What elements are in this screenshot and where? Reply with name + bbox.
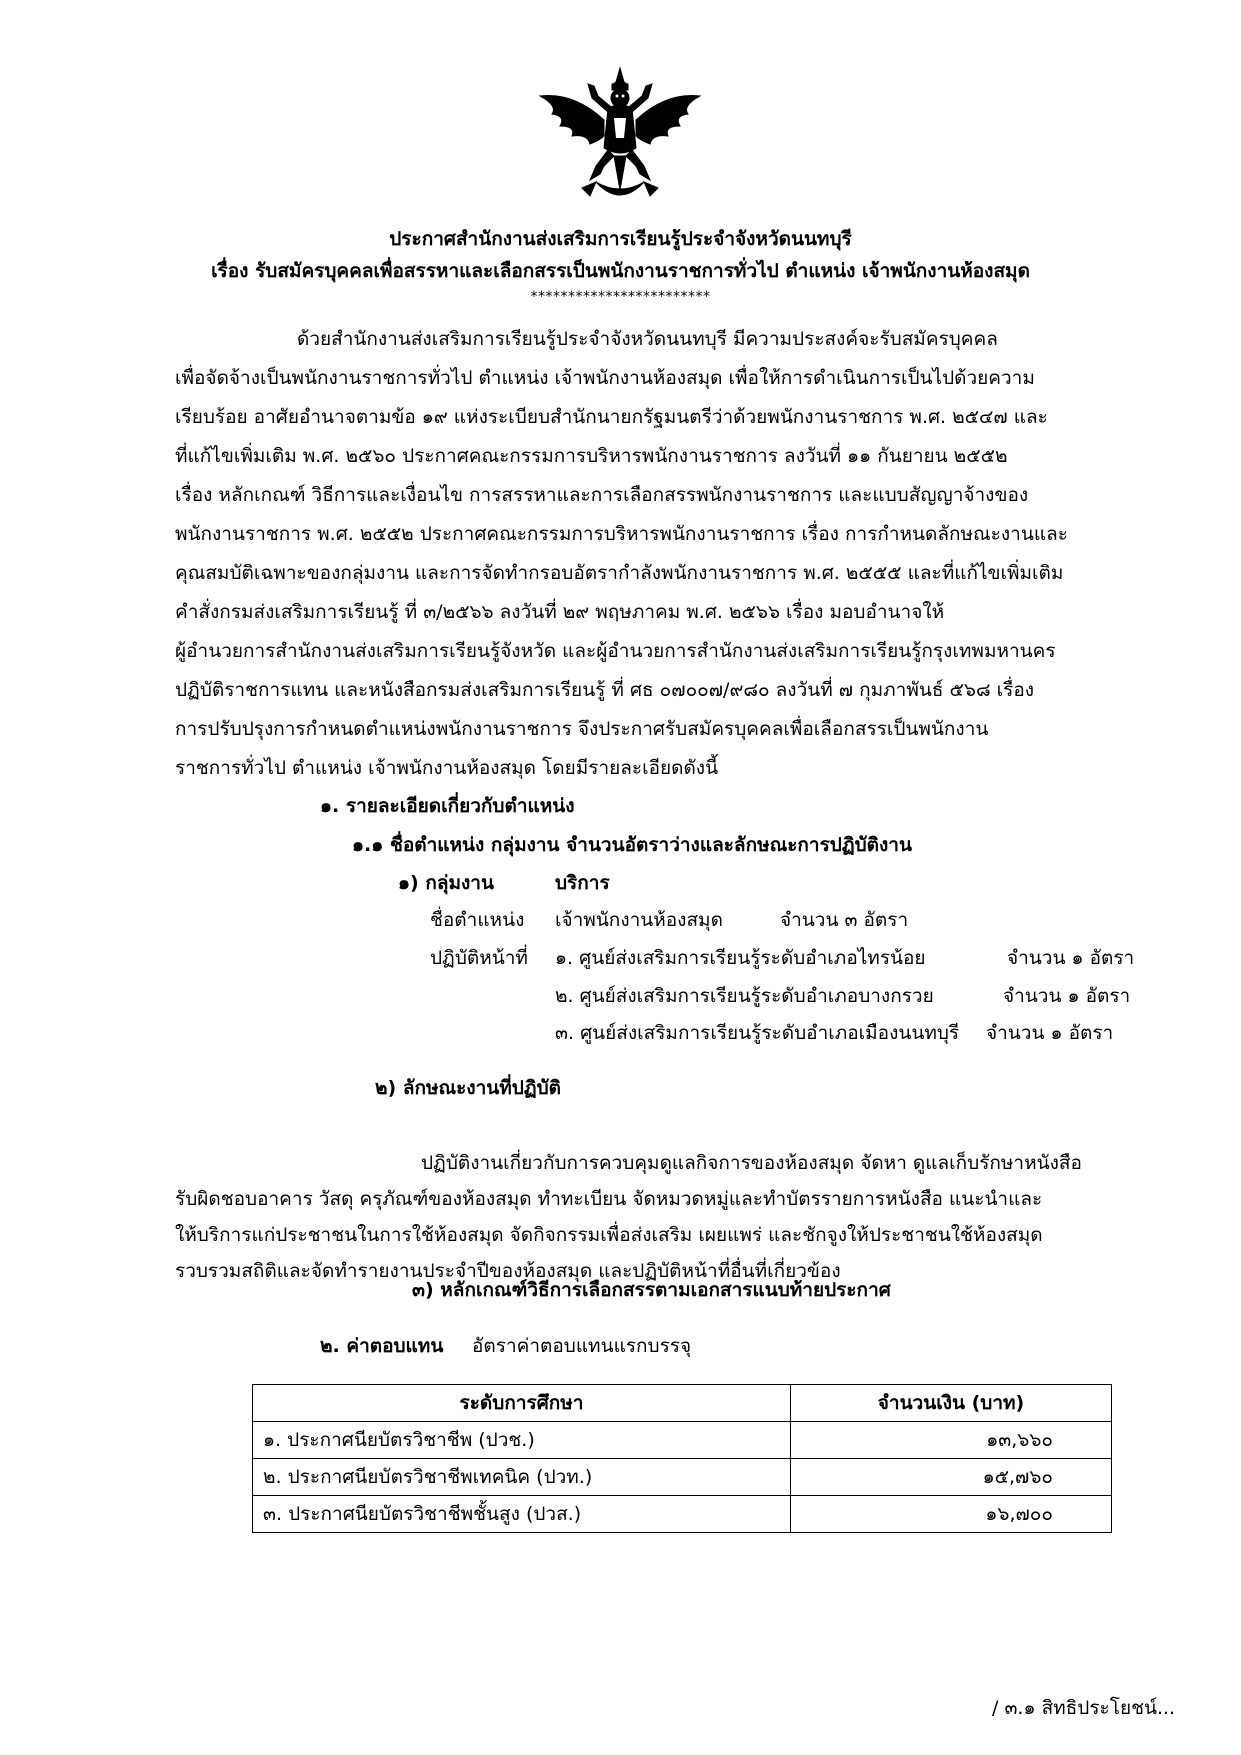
table-row (253, 1496, 1112, 1533)
intro-line: เพื่อจัดจ้างเป็นพนักงานราชการทั่วไป ตำแหน่ง เจ้าพนักงานห้องสมุด เพื่อให้การดำเนินการเป็นไปด้วยความ (175, 367, 1035, 389)
group-value: บริการ (555, 872, 610, 894)
intro-line: ปฏิบัติราชการแทน และหนังสือกรมส่งเสริมการเรียนรู้ ที่ ศธ ๐๗๐๐๗/๙๘๐ ลงวันที่ ๗ กุมภาพันธ์ ๕๖๘ เรื่อง (175, 679, 1035, 701)
group-label: ๑) กลุ่มงาน (398, 872, 494, 894)
section1-heading: ๑. รายละเอียดเกี่ยวกับตำแหน่ง (320, 795, 575, 817)
intro-line: เรียบร้อย อาศัยอำนาจตามข้อ ๑๙ แห่งระเบียบสำนักนายกรัฐมนตรีว่าด้วยพนักงานราชการ พ.ศ. ๒๕๔๗ และ (175, 406, 1048, 428)
work-line: รวบรวมสถิติและจัดทำรายงานประจำปีของห้องสมุด และปฏิบัติหน้าที่อื่นที่เกี่ยวข้อง (175, 1260, 841, 1282)
amount-cell: ๑๖,๗๐๐ (791, 1496, 1112, 1533)
criteria-heading: ๓) หลักเกณฑ์วิธีการเลือกสรรตามเอกสารแนบท้ายประกาศ (412, 1279, 891, 1301)
intro-paragraph (175, 320, 1120, 788)
work-line: ให้บริการแก่ประชาชนในการใช้ห้องสมุด จัดกิจกรรมเพื่อส่งเสริม เผยแพร่ และชักจูงให้ประชาชนใช้ห้องสมุด (175, 1224, 1043, 1246)
work-paragraph (175, 1145, 1165, 1289)
work-line: รับผิดชอบอาคาร วัสดุ ครุภัณฑ์ของห้องสมุด ทำทะเบียน จัดหมวดหมู่และทำบัตรรายการหนังสือ แนะนำและ (175, 1188, 1043, 1210)
amount-cell: ๑๓,๖๖๐ (791, 1422, 1112, 1459)
intro-line: คุณสมบัติเฉพาะของกลุ่มงาน และการจัดทำกรอบอัตรากำลังพนักงานราชการ พ.ศ. ๒๕๕๕ และที่แก้ไขเพิ่มเติม (175, 562, 1064, 584)
duty-place: ๒. ศูนย์ส่งเสริมการเรียนรู้ระดับอำเภอบางกรวย (555, 985, 934, 1007)
position-value: เจ้าพนักงานห้องสมุด (555, 909, 723, 931)
work-heading: ๒) ลักษณะงานที่ปฏิบัติ (375, 1077, 562, 1099)
table-row (253, 1459, 1112, 1496)
duty-place: ๑. ศูนย์ส่งเสริมการเรียนรู้ระดับอำเภอไทรน้อย (555, 947, 926, 969)
intro-line: พนักงานราชการ พ.ศ. ๒๕๕๒ ประกาศคณะกรรมการบริหารพนักงานราชการ เรื่อง การกำหนดลักษณะงานและ (175, 523, 1068, 545)
compensation-table (252, 1384, 1112, 1533)
duty-count: จำนวน ๑ อัตรา (1003, 985, 1131, 1007)
intro-line: ผู้อำนวยการสำนักงานส่งเสริมการเรียนรู้จังหวัด และผู้อำนวยการสำนักงานส่งเสริมการเรียนรู้กรุงเทพมหานคร (175, 640, 1056, 662)
position-count: จำนวน ๓ อัตรา (780, 909, 909, 931)
duty-count: จำนวน ๑ อัตรา (1007, 947, 1135, 969)
duty-label: ปฏิบัติหน้าที่ (430, 947, 528, 969)
level-cell: ๑. ประกาศนียบัตรวิชาชีพ (ปวช.) (253, 1422, 791, 1459)
position-label: ชื่อตำแหน่ง (430, 909, 525, 931)
section2-heading: ๒. ค่าตอบแทน (320, 1335, 444, 1357)
section1-1-heading: ๑.๑ ชื่อตำแหน่ง กลุ่มงาน จำนวนอัตราว่างและลักษณะการปฏิบัติงาน (352, 834, 912, 856)
work-line: ปฏิบัติงานเกี่ยวกับการควบคุมดูแลกิจการของห้องสมุด จัดหา ดูแลเก็บรักษาหนังสือ (421, 1152, 1082, 1174)
separator-line: ************************ (530, 289, 711, 305)
table-header-row (253, 1385, 1112, 1422)
level-cell: ๓. ประกาศนียบัตรวิชาชีพชั้นสูง (ปวส.) (253, 1496, 791, 1533)
garuda-emblem-icon (530, 62, 710, 212)
column-header-amount: จำนวนเงิน (บาท) (791, 1385, 1112, 1422)
intro-line: ราชการทั่วไป ตำแหน่ง เจ้าพนักงานห้องสมุด โดยมีรายละเอียดดังนี้ (175, 757, 719, 779)
duty-count: จำนวน ๑ อัตรา (986, 1022, 1114, 1044)
column-header-level: ระดับการศึกษา (253, 1385, 791, 1422)
intro-line: เรื่อง หลักเกณฑ์ วิธีการและเงื่อนไข การสรรหาและการเลือกสรรพนักงานราชการ และแบบสัญญาจ้างของ (175, 484, 1029, 506)
table-row (253, 1422, 1112, 1459)
level-cell: ๒. ประกาศนียบัตรวิชาชีพเทคนิค (ปวท.) (253, 1459, 791, 1496)
duty-place: ๓. ศูนย์ส่งเสริมการเรียนรู้ระดับอำเภอเมืองนนทบุรี (555, 1022, 960, 1044)
intro-line: คำสั่งกรมส่งเสริมการเรียนรู้ ที่ ๓/๒๕๖๖ ลงวันที่ ๒๙ พฤษภาคม พ.ศ. ๒๕๖๖ เรื่อง มอบอำนาจให้ (175, 601, 945, 623)
intro-line: ด้วยสำนักงานส่งเสริมการเรียนรู้ประจำจังหวัดนนทบุรี มีความประสงค์จะรับสมัครบุคคล (297, 328, 998, 350)
intro-line: การปรับปรุงการกำหนดตำแหน่งพนักงานราชการ จึงประกาศรับสมัครบุคคลเพื่อเลือกสรรเป็นพนักงาน (175, 718, 989, 740)
announcement-subject: เรื่อง รับสมัครบุคคลเพื่อสรรหาและเลือกสรรเป็นพนักงานราชการทั่วไป ตำแหน่ง เจ้าพนักงานห้องสมุด (211, 260, 1030, 282)
intro-line: ที่แก้ไขเพิ่มเติม พ.ศ. ๒๕๖๐ ประกาศคณะกรรมการบริหารพนักงานราชการ ลงวันที่ ๑๑ กันยายน ๒๕๕๒ (175, 445, 1008, 467)
continuation-note: / ๓.๑ สิทธิประโยชน์... (992, 1697, 1176, 1719)
amount-cell: ๑๕,๗๖๐ (791, 1459, 1112, 1496)
announcement-title: ประกาศสำนักงานส่งเสริมการเรียนรู้ประจำจังหวัดนนทบุรี (389, 228, 852, 250)
section2-description: อัตราค่าตอบแทนแรกบรรจุ (472, 1335, 692, 1357)
